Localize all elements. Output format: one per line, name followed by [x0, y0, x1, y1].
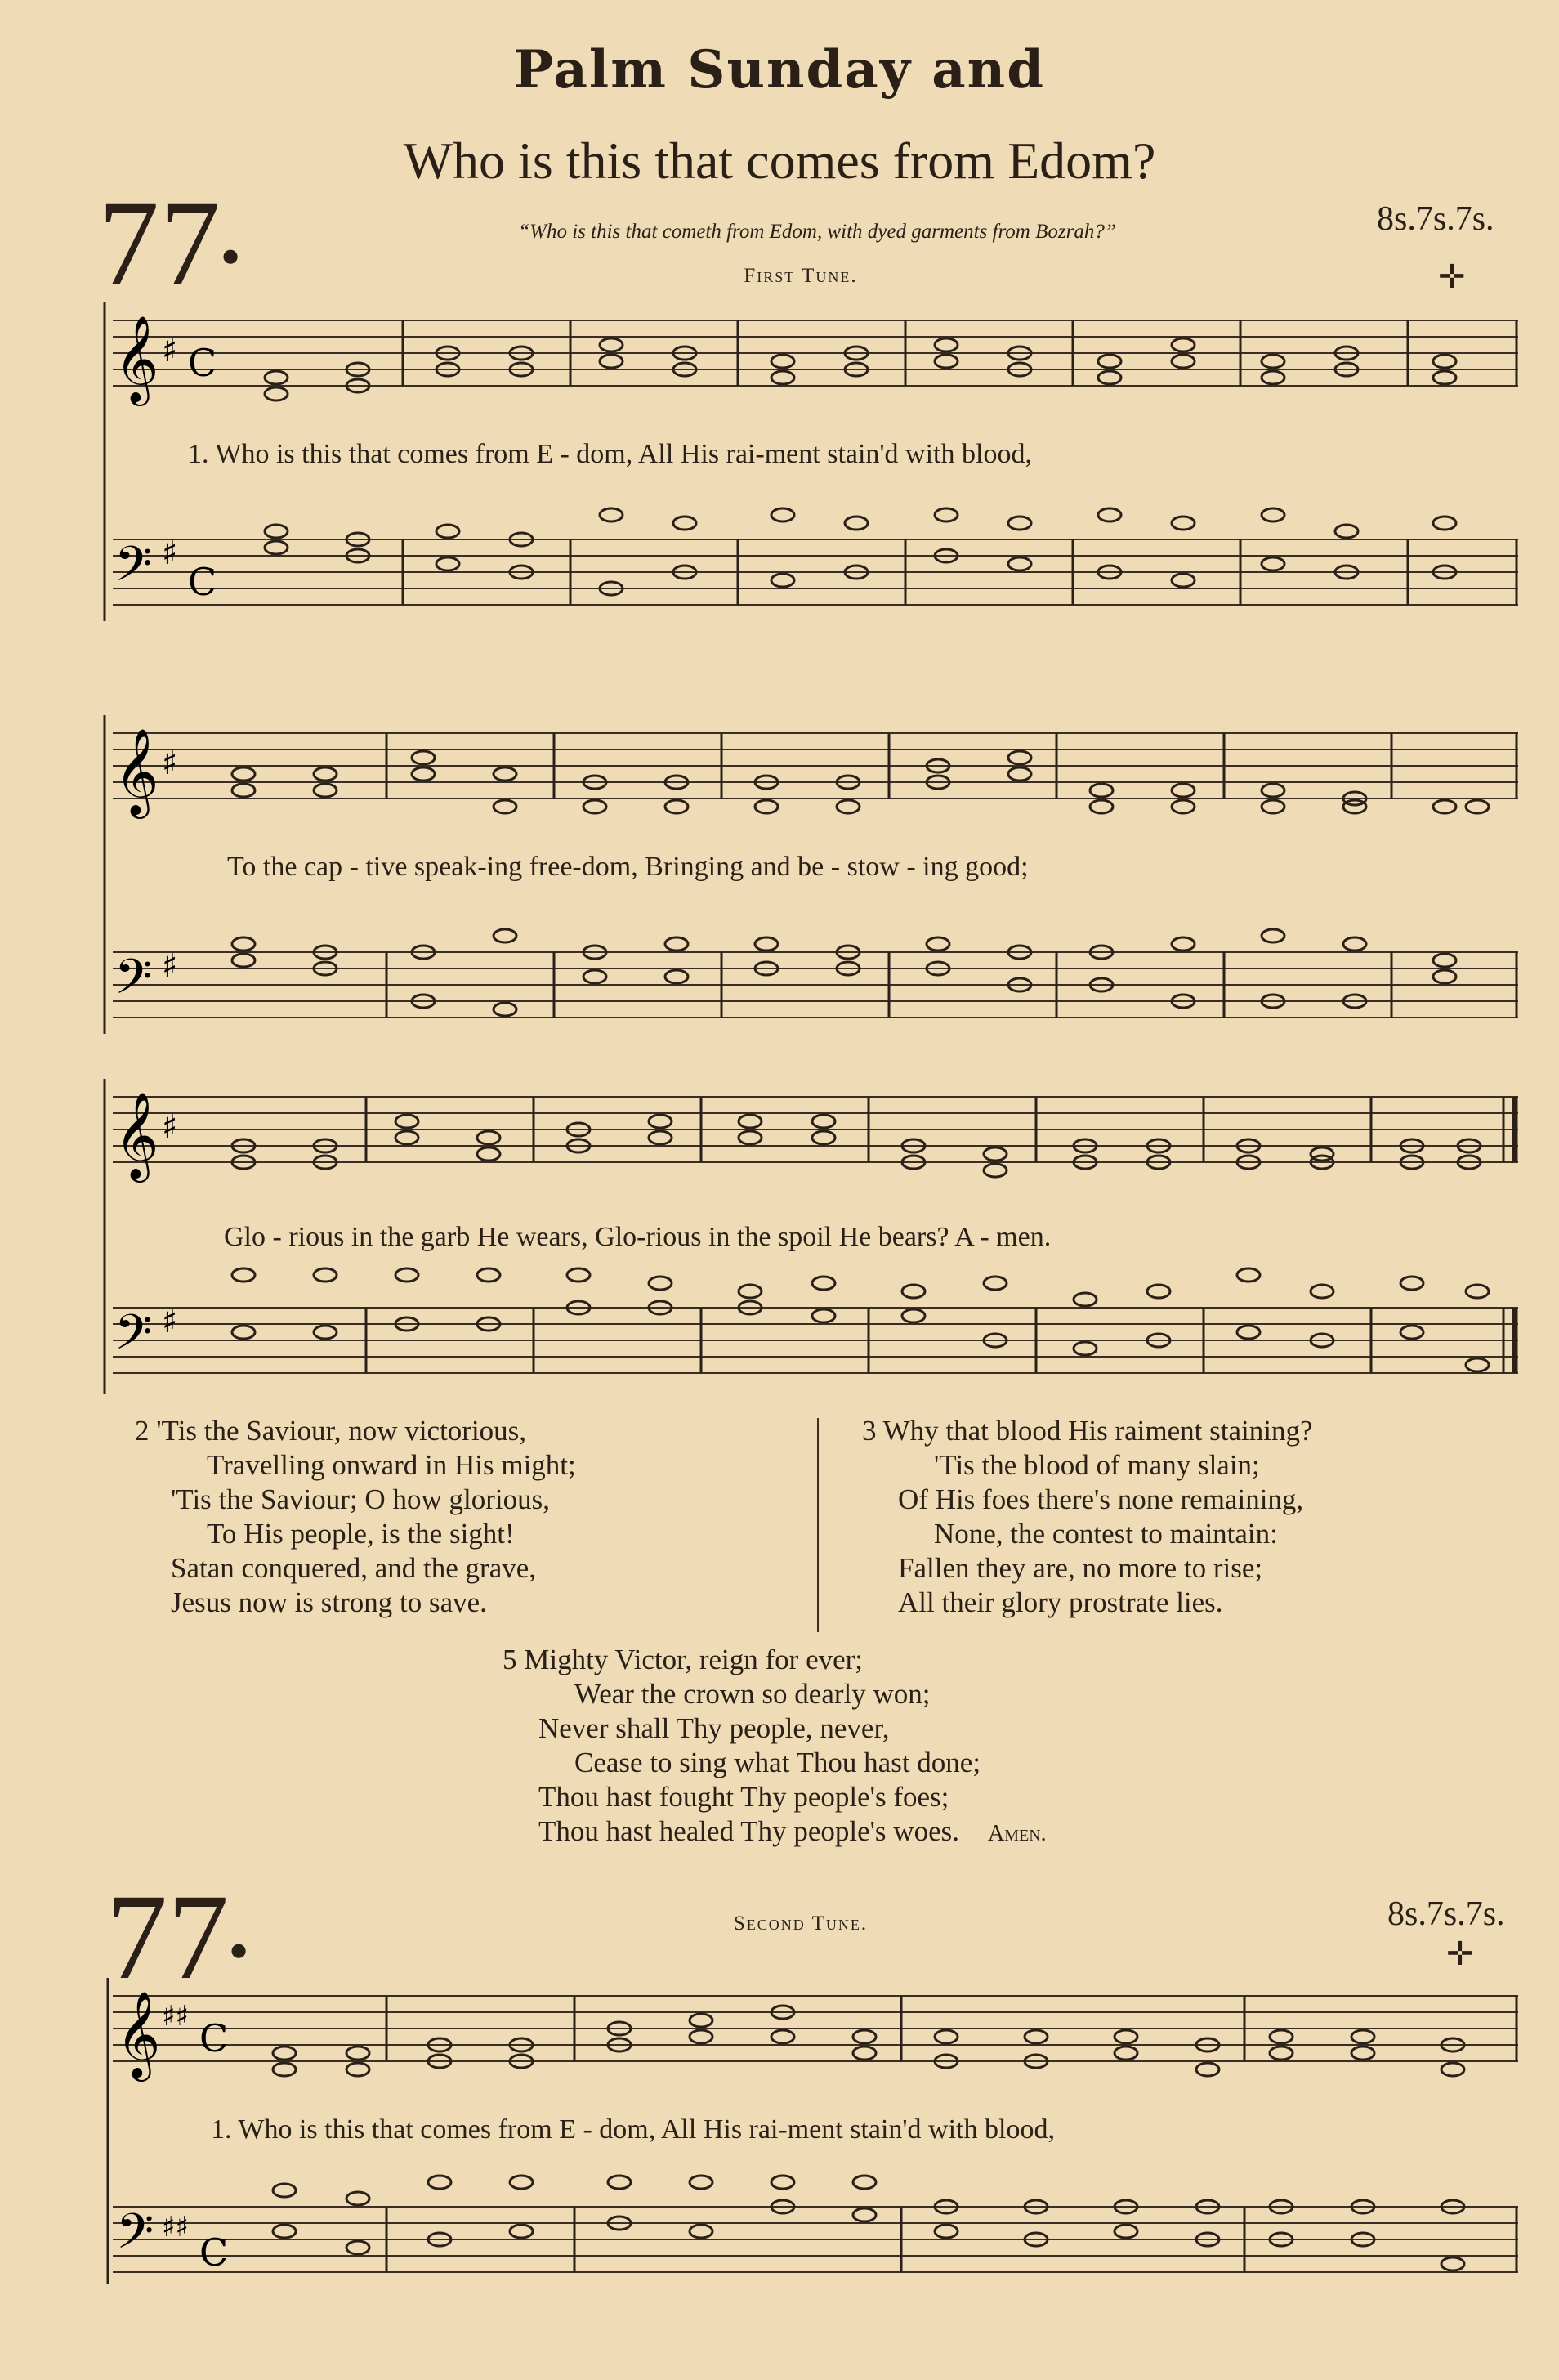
- sharp-icon: ♯: [162, 535, 178, 572]
- verse-3: [862, 1414, 1313, 1620]
- common-time-icon: C: [199, 2230, 229, 2275]
- bass-clef-icon: 𝄢: [114, 948, 153, 1017]
- common-time-icon: C: [188, 341, 217, 385]
- verse-divider: [817, 1418, 819, 1632]
- hymn-number: 77●: [98, 175, 241, 311]
- verse-line: Jesus now is strong to save.: [171, 1586, 487, 1618]
- verse-line: Satan conquered, and the grave,: [171, 1552, 537, 1584]
- running-head: Palm Sunday and: [514, 39, 1045, 101]
- tune-name-second: Second Tune.: [733, 1912, 869, 1935]
- amen-label: Amen.: [988, 1821, 1047, 1846]
- hymn-meter-second: 8s.7s.7s.: [1387, 1895, 1505, 1933]
- hymn-epigraph: “Who is this that cometh from Edom, with dyed garments from Bozrah?”: [518, 221, 1116, 243]
- bass-staff: [113, 539, 1518, 605]
- verse-2: [135, 1414, 576, 1620]
- treble-clef-icon: 𝄞: [114, 727, 159, 815]
- sharp-icon: ♯: [162, 332, 178, 369]
- verse-line: To His people, is the sight!: [207, 1518, 515, 1550]
- bass-clef-icon: 𝄢: [116, 2203, 154, 2271]
- verse-line: Wear the crown so dearly won;: [574, 1678, 931, 1710]
- hymn-number-value: 77: [106, 1869, 229, 2005]
- bass-clef-icon: 𝄢: [114, 1304, 153, 1372]
- verse-line: 'Tis the Saviour, now victorious,: [156, 1415, 527, 1447]
- common-time-icon: C: [188, 560, 217, 604]
- tune-name: First Tune.: [744, 265, 858, 287]
- hymn-title: Who is this that comes from Edom?: [403, 132, 1156, 190]
- cross-icon: ✛: [1438, 258, 1466, 296]
- verse-line: Thou hast fought Thy people's foes;: [538, 1781, 949, 1813]
- lyric-line-3: Glo - rious in the garb He wears, Glo-rious in the spoil He bears? A - men.: [224, 1222, 1052, 1252]
- verse-number: 5: [503, 1644, 517, 1675]
- sharp-icon: ♯: [162, 947, 178, 985]
- verse-5: [503, 1643, 1047, 1851]
- sharp-icon: ♯: [162, 1108, 178, 1146]
- treble-clef-icon: 𝄞: [116, 1990, 161, 2078]
- treble-staff: [113, 733, 1518, 799]
- verse-line: 'Tis the Saviour; O how glorious,: [171, 1483, 550, 1515]
- common-time-icon: C: [199, 2016, 229, 2060]
- verse-number: 2: [135, 1415, 150, 1447]
- treble-staff: [113, 1996, 1518, 2061]
- hymn-number-second: 77●: [106, 1869, 249, 2005]
- cross-icon: ✛: [1446, 1935, 1474, 1973]
- bass-staff: [113, 2207, 1518, 2272]
- sharp-icon: ♯: [162, 1303, 178, 1340]
- lyric-line-2: To the cap - tive speak-ing free-dom, Bringing and be - stow - ing good;: [227, 852, 1029, 882]
- verse-number: 3: [862, 1415, 877, 1447]
- verse-line: Why that blood His raiment staining?: [882, 1415, 1313, 1447]
- treble-clef-icon: 𝄞: [114, 315, 159, 402]
- hymn-meter: 8s.7s.7s.: [1377, 200, 1494, 238]
- verse-line: 'Tis the blood of many slain;: [934, 1449, 1260, 1481]
- verse-line: Of His foes there's none remaining,: [898, 1483, 1304, 1515]
- verse-line: None, the contest to maintain:: [934, 1518, 1278, 1550]
- verse-line: Travelling onward in His might;: [207, 1449, 576, 1481]
- sharp-icon: ♯♯: [162, 2000, 189, 2033]
- verse-line: Cease to sing what Thou hast done;: [574, 1747, 981, 1778]
- bass-staff: [113, 1308, 1518, 1373]
- sharp-icon: ♯♯: [162, 2211, 189, 2244]
- verse-line: Thou hast healed Thy people's woes.: [538, 1815, 959, 1847]
- lyric-line-1: 1. Who is this that comes from E - dom, All His rai-ment stain'd with blood,: [188, 439, 1032, 469]
- treble-clef-icon: 𝄞: [114, 1091, 159, 1179]
- verse-line: Mighty Victor, reign for ever;: [524, 1644, 864, 1675]
- verse-line: All their glory prostrate lies.: [898, 1586, 1223, 1618]
- treble-staff: [113, 320, 1518, 386]
- verse-line: Never shall Thy people, never,: [538, 1712, 890, 1744]
- verse-line: Fallen they are, no more to rise;: [898, 1552, 1263, 1584]
- hymn-number-value: 77: [98, 175, 221, 311]
- bass-clef-icon: 𝄢: [114, 535, 153, 604]
- lyric-line-second-tune: 1. Who is this that comes from E - dom, All His rai-ment stain'd with blood,: [211, 2114, 1055, 2145]
- sharp-icon: ♯: [162, 745, 178, 782]
- note-heads: [232, 751, 1489, 1016]
